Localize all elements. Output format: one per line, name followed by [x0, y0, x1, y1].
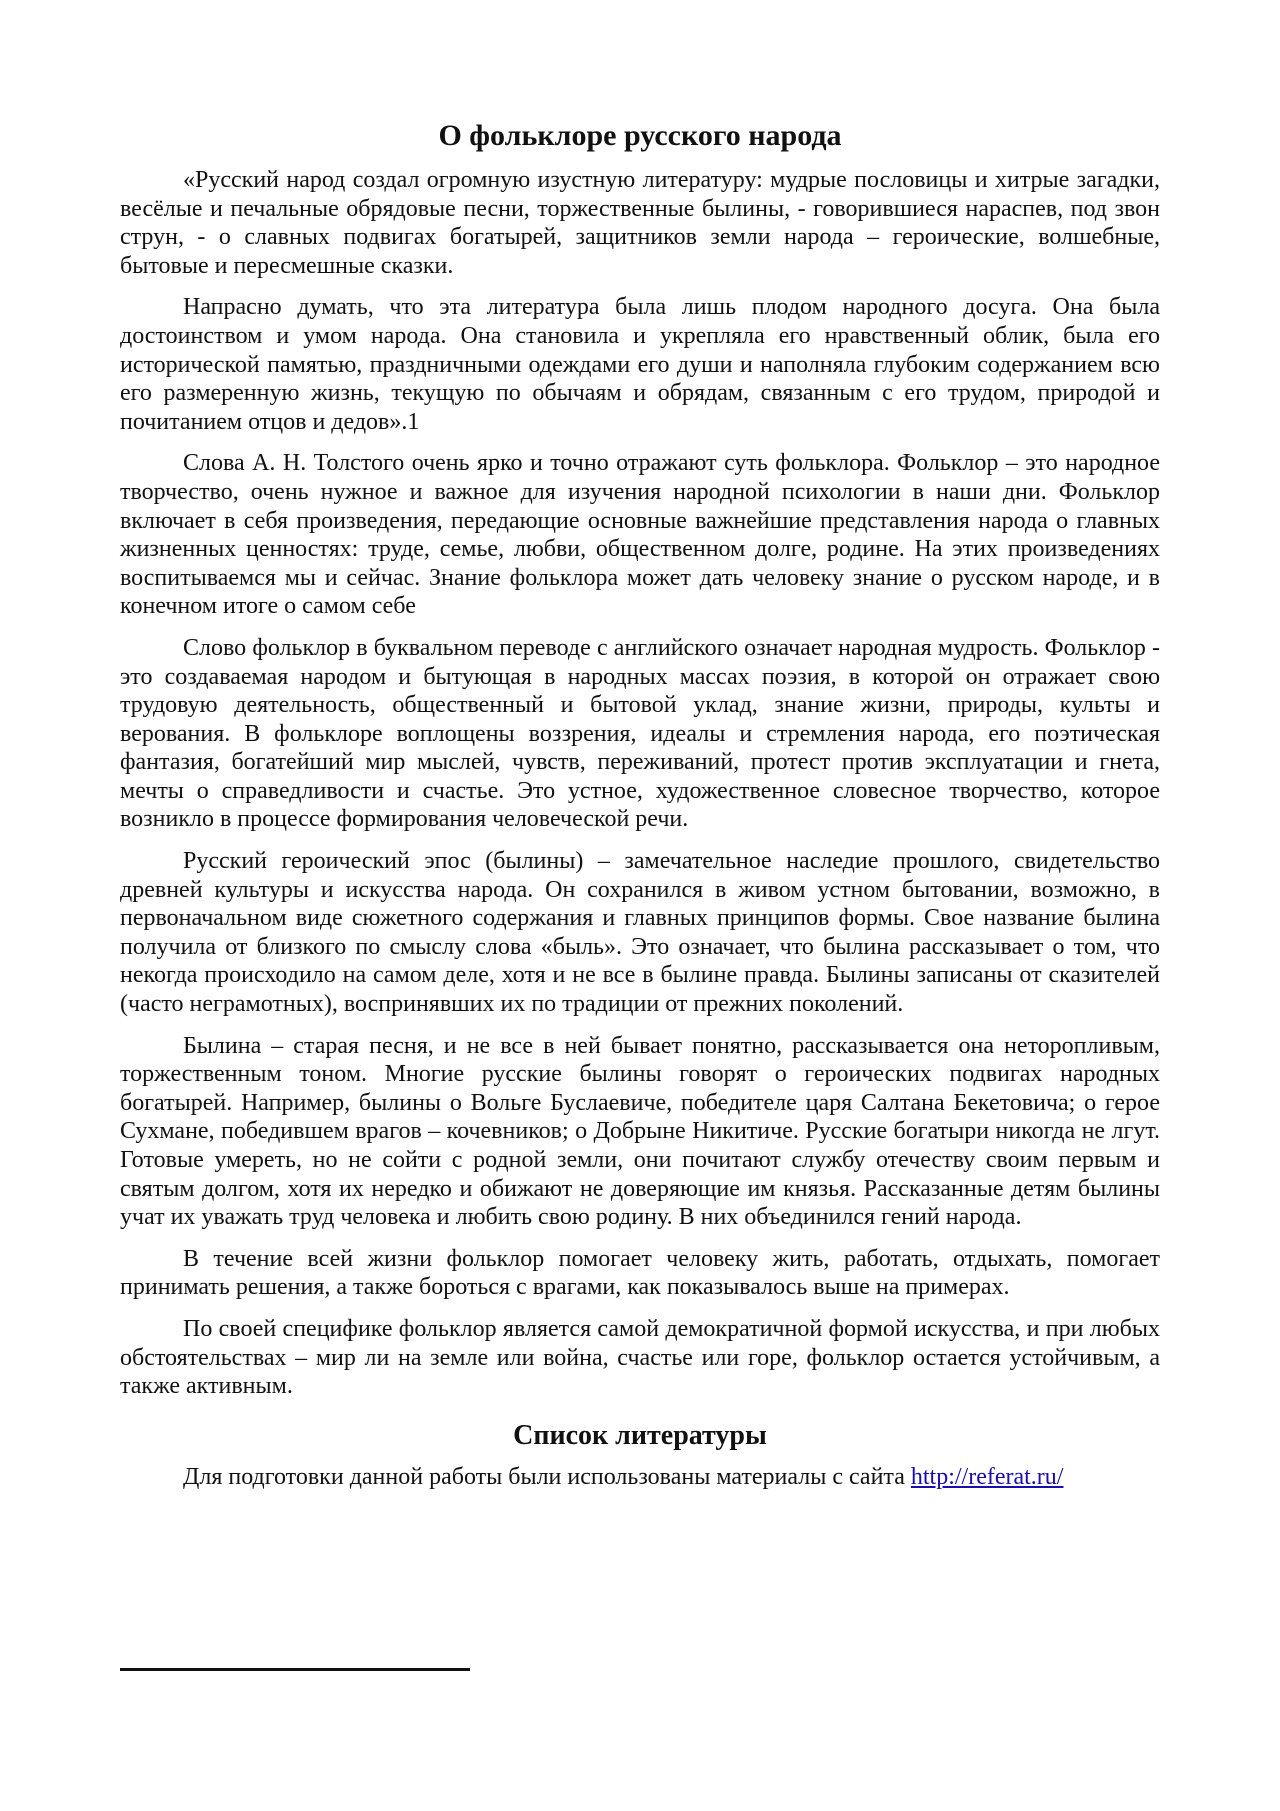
footnote-separator [120, 1668, 470, 1671]
document-title: О фольклоре русского народа [438, 119, 842, 152]
paragraph-5: Русский героический эпос (былины) – замечательное наследие прошлого, свидетельство древней культуры и искусства народа. Он сохранился в живом устном бытовании, возможно, в первоначальном виде сюжетного содержания и главных принципов формы. Свое название былина получила от близкого по смыслу слова «быль». Это означает, что былина рассказывает о том, что некогда происходило на самом деле, хотя и не все в былине правда. Былины записаны от сказителей (часто неграмотных), воспринявших их по традиции от прежних поколений. [120, 848, 1160, 1018]
document-page [120, 118, 1160, 1491]
bibliography-text: Для подготовки данной работы были использованы материалы с сайта [183, 1463, 911, 1490]
bibliography-entry [120, 1463, 1160, 1492]
paragraph-4: Слово фольклор в буквальном переводе с английского означает народная мудрость. Фольклор - это создаваемая народом и бытующая в народных массах поэзия, в которой он отражает свою трудовую деятельность, общественный и бытовой уклад, знание жизни, природы, культы и верования. В фольклоре воплощены воззрения, идеалы и стремления народа, его поэтическая фантазия, богатейший мир мыслей, чувств, переживаний, протест против эксплуатации и гнета, мечты о справедливости и счастье. Это устное, художественное словесное творчество, которое возникло в процессе формирования человеческой речи. [120, 634, 1160, 833]
paragraph-6: Былина – старая песня, и не все в ней бывает понятно, рассказывается она неторопливым, торжественным тоном. Многие русские былины говорят о героических подвигах народных богатырей. Например, былины о Вольге Буслаевиче, победителе царя Салтана Бекетовича; о герое Сухмане, победившем врагов – кочевников; о Добрыне Никитиче. Русские богатыри никогда не лгут. Готовые умереть, но не сойти с родной земли, они почитают службу отечеству своим первым и святым долгом, хотя их нередко и обижают не доверяющие им князья. Рассказанные детям былины учат их уважать труд человека и любить свою родину. В них объединился гений народа. [120, 1032, 1160, 1231]
bibliography-heading: Список литературы [513, 1419, 767, 1451]
paragraph-8: По своей специфике фольклор является самой демократичной формой искусства, и при любых обстоятельствах – мир ли на земле или война, счастье или горе, фольклор остается устойчивым, а также активным. [120, 1315, 1160, 1400]
source-link[interactable]: http://referat.ru/ [910, 1463, 1064, 1490]
paragraph-1: «Русский народ создал огромную изустную литературу: мудрые пословицы и хитрые загадки, весёлые и печальные обрядовые песни, торжественные былины, - говорившиеся нараспев, под звон струн, - о славных подвигах богатырей, защитников земли народа – героические, волшебные, бытовые и пересмешные сказки. [120, 167, 1160, 279]
paragraph-3: Слова А. Н. Толстого очень ярко и точно отражают суть фольклора. Фольклор – это народное творчество, очень нужное и важное для изучения народной психологии в наши дни. Фольклор включает в себя произведения, передающие основные важнейшие представления народа о главных жизненных ценностях: труде, семье, любви, общественном долге, родине. На этих произведениях воспитываемся мы и сейчас. Знание фольклора может дать человеку знание о русском народе, и в конечном итоге о самом себе [120, 450, 1160, 620]
paragraph-7: В течение всей жизни фольклор помогает человеку жить, работать, отдыхать, помогает принимать решения, а также бороться с врагами, как показывалось выше на примерах. [120, 1245, 1160, 1301]
paragraph-2: Напрасно думать, что эта литература была лишь плодом народного досуга. Она была достоинством и умом народа. Она становила и укрепляла его нравственный облик, была его исторической памятью, праздничными одеждами его души и наполняла глубоким содержанием всю его размеренную жизнь, текущую по обычаям и обрядам, связанным с его трудом, природой и почитанием отцов и дедов».1 [120, 294, 1160, 435]
